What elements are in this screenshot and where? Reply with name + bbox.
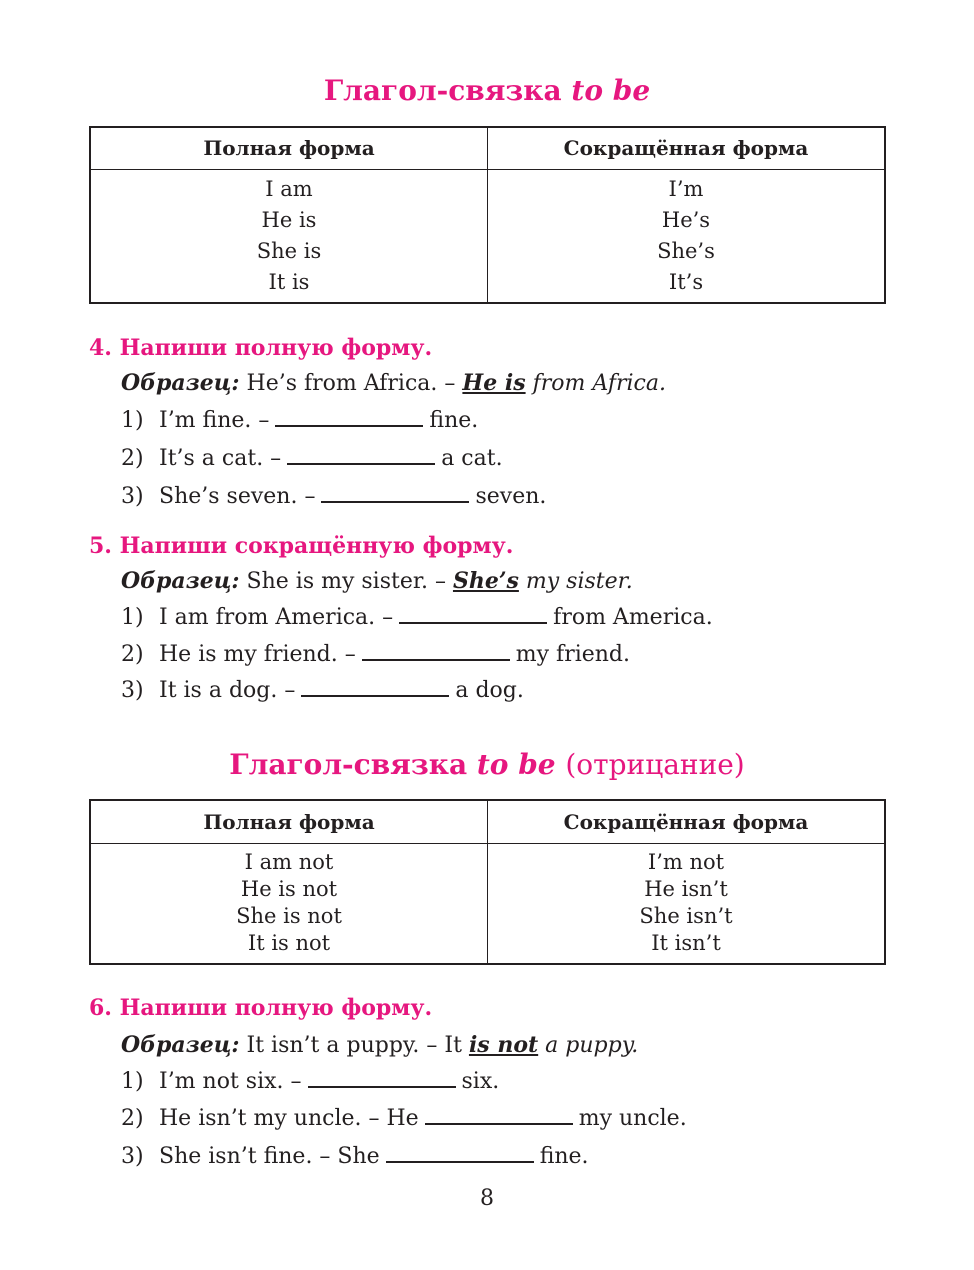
sample-label: Образец: (121, 568, 240, 594)
answer-blank[interactable] (301, 677, 449, 697)
exercise-5-sample (121, 566, 633, 597)
item-number: 2) (121, 642, 144, 667)
short-form-item: It isn’t (651, 931, 721, 956)
item-number: 1) (121, 605, 144, 630)
header-short-form: Сокращённая форма (488, 800, 886, 843)
full-form-item: It is (268, 269, 310, 294)
to-be-negative-forms-table (89, 799, 886, 965)
item-before: I am from America. – (159, 605, 394, 630)
full-form-cell (90, 169, 488, 303)
section-title-text: Глагол-связка (229, 748, 468, 781)
item-after: from America. (553, 605, 713, 630)
item-before: I’m not six. – (159, 1069, 302, 1094)
exercise-5-item (121, 676, 524, 706)
item-after: six. (461, 1069, 500, 1094)
full-form-item: She is (256, 238, 322, 263)
short-form-item: I’m not (647, 850, 725, 875)
item-after: a cat. (441, 446, 503, 471)
header-short-form: Сокращённая форма (488, 127, 886, 169)
section-title-rest: (отрицание) (565, 748, 745, 781)
item-number: 2) (121, 446, 144, 471)
short-form-cell (488, 169, 886, 303)
item-after: a dog. (455, 678, 524, 703)
full-form-item: It is not (247, 931, 331, 956)
page-number: 8 (480, 1186, 494, 1211)
sample-answer: He is (462, 370, 526, 396)
answer-blank[interactable] (287, 445, 435, 465)
to-be-forms-table (89, 126, 886, 304)
full-form-item: He is (261, 207, 317, 232)
short-form-item: She isn’t (639, 904, 733, 929)
exercise-6-item (121, 1142, 589, 1172)
sample-rest: from Africa. (532, 371, 666, 396)
section-title-text: Глагол-связка (323, 74, 562, 107)
sample-answer: She’s (452, 568, 519, 594)
short-form-item: She’s (657, 238, 715, 263)
item-before: He isn’t my uncle. – He (159, 1106, 419, 1131)
short-form-item: I’m (668, 176, 704, 201)
answer-blank[interactable] (386, 1143, 534, 1163)
short-form-item: He isn’t (644, 877, 728, 902)
item-after: fine. (429, 408, 479, 433)
item-before: It is a dog. – (159, 678, 296, 703)
item-before: It’s a cat. – (159, 446, 282, 471)
exercise-5-item (121, 603, 713, 633)
answer-blank[interactable] (399, 604, 547, 624)
answer-blank[interactable] (425, 1105, 573, 1125)
item-before: He is my friend. – (159, 642, 356, 667)
exercise-5-item (121, 640, 630, 670)
sample-text: She is my sister. – (246, 569, 446, 594)
exercise-4-heading: 4. Напиши полную форму. (89, 335, 433, 361)
section-title-to-be (0, 74, 974, 108)
full-form-cell (90, 843, 488, 964)
answer-blank[interactable] (308, 1068, 456, 1088)
short-form-cell (488, 843, 886, 964)
sample-answer: is not (468, 1032, 539, 1058)
sample-text: He’s from Africa. – (246, 371, 456, 396)
exercise-6-item (121, 1104, 687, 1134)
section-title-em: to be (476, 748, 556, 781)
short-form-item: He’s (661, 207, 711, 232)
item-before: She’s seven. – (159, 484, 316, 509)
exercise-6-sample (121, 1030, 638, 1061)
item-after: fine. (539, 1144, 589, 1169)
full-form-item: I am (265, 176, 313, 201)
sample-label: Образец: (121, 370, 240, 396)
item-number: 1) (121, 1069, 144, 1094)
answer-blank[interactable] (275, 407, 423, 427)
answer-blank[interactable] (321, 483, 469, 503)
full-form-item: I am not (244, 850, 334, 875)
full-form-item: He is not (240, 877, 338, 902)
item-number: 2) (121, 1106, 144, 1131)
exercise-6-heading: 6. Напиши полную форму. (89, 995, 433, 1021)
header-full-form: Полная форма (90, 127, 488, 169)
answer-blank[interactable] (362, 641, 510, 661)
section-title-to-be-negative (0, 748, 974, 782)
item-number: 1) (121, 408, 144, 433)
item-number: 3) (121, 484, 144, 509)
item-after: my friend. (515, 642, 631, 667)
item-number: 3) (121, 1144, 144, 1169)
header-full-form: Полная форма (90, 800, 488, 843)
sample-rest: a puppy. (545, 1033, 639, 1058)
exercise-6-item (121, 1067, 499, 1097)
item-before: I’m fine. – (159, 408, 270, 433)
exercise-4-item (121, 406, 478, 436)
item-before: She isn’t fine. – She (159, 1144, 380, 1169)
exercise-4-item (121, 444, 503, 474)
short-form-item: It’s (668, 269, 704, 294)
item-after: my uncle. (578, 1106, 687, 1131)
exercise-5-heading: 5. Напиши сокращённую форму. (89, 533, 514, 559)
item-number: 3) (121, 678, 144, 703)
exercise-4-sample (121, 368, 666, 399)
item-after: seven. (475, 484, 547, 509)
full-form-item: She is not (236, 904, 342, 929)
sample-text: It isn’t a puppy. – It (246, 1033, 462, 1058)
exercise-4-item (121, 482, 546, 512)
sample-label: Образец: (121, 1032, 240, 1058)
section-title-em: to be (571, 74, 651, 107)
sample-rest: my sister. (525, 569, 633, 594)
